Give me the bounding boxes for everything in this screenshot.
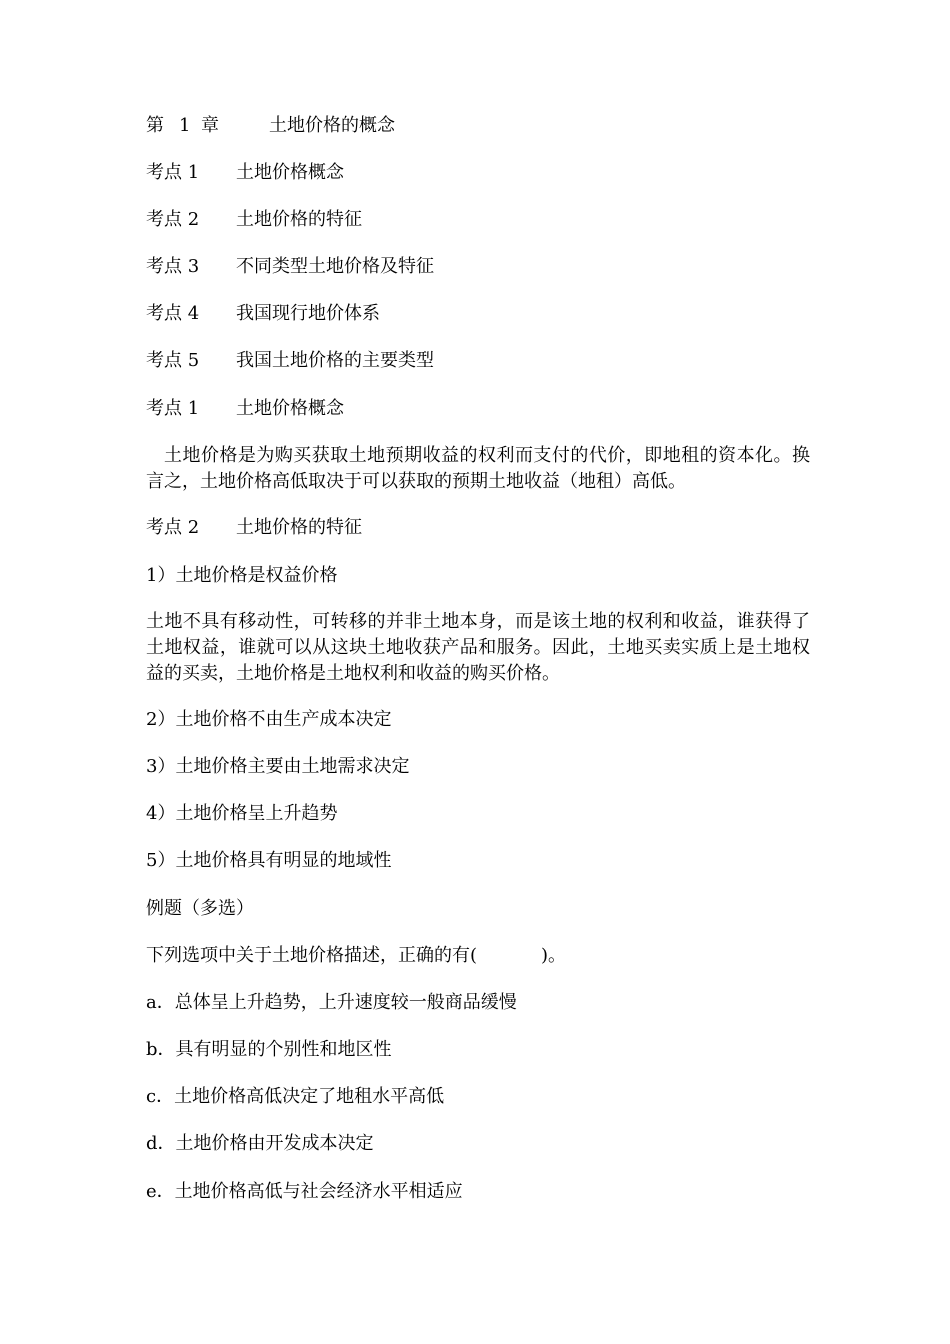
section-label: 考点 1 — [146, 398, 200, 419]
toc-title: 土地价格概念 — [236, 162, 344, 183]
toc-label: 考点 5 — [146, 350, 200, 371]
question-text: 下列选项中关于土地价格描述，正确的有( — [146, 945, 478, 966]
chapter-prefix: 第 — [146, 115, 164, 136]
feature-item: 2）土地价格不由生产成本决定 — [146, 709, 392, 730]
feature-item: 4）土地价格呈上升趋势 — [146, 803, 338, 824]
toc-item — [146, 350, 434, 372]
feature-item: 3）土地价格主要由土地需求决定 — [146, 756, 410, 777]
question-end: )。 — [541, 945, 567, 966]
option-item: a．总体呈上升趋势，上升速度较一般商品缓慢 — [146, 992, 517, 1013]
section-heading — [146, 398, 344, 420]
section-title: 土地价格概念 — [236, 398, 344, 419]
toc-title: 我国现行地价体系 — [236, 303, 380, 324]
feature-body: 土地不具有移动性，可转移的并非土地本身，而是该土地的权利和收益，谁获得了土地权益，谁就可以从这块土地收获产品和服务。因此，土地买卖实质上是土地权益的买卖，土地价格是土地权利和收益的购买价格。 — [146, 611, 810, 684]
section-heading — [146, 517, 362, 539]
toc-item — [146, 256, 434, 278]
chapter-title: 土地价格的概念 — [269, 115, 395, 136]
example-heading: 例题（多选） — [146, 898, 254, 919]
option-item: c．土地价格高低决定了地租水平高低 — [146, 1086, 445, 1107]
toc-label: 考点 2 — [146, 209, 200, 230]
toc-title: 我国土地价格的主要类型 — [236, 350, 434, 371]
toc-label: 考点 3 — [146, 256, 200, 277]
option-item: e．土地价格高低与社会经济水平相适应 — [146, 1181, 463, 1202]
toc-title: 土地价格的特征 — [236, 209, 362, 230]
section-label: 考点 2 — [146, 517, 200, 538]
feature-item: 1）土地价格是权益价格 — [146, 565, 338, 586]
toc-item — [146, 209, 362, 231]
toc-item — [146, 303, 380, 325]
chapter-suffix: 章 — [201, 115, 219, 136]
section-body: 土地价格是为购买获取土地预期收益的权利而支付的代价，即地租的资本化。换言之，土地价格高低取决于可以获取的预期土地收益（地租）高低。 — [146, 445, 810, 492]
toc-item — [146, 162, 344, 184]
option-item: d．土地价格由开发成本决定 — [146, 1133, 374, 1154]
example-question — [146, 945, 566, 967]
toc-title: 不同类型土地价格及特征 — [236, 256, 434, 277]
toc-label: 考点 4 — [146, 303, 200, 324]
option-item: b．具有明显的个别性和地区性 — [146, 1039, 392, 1060]
feature-item: 5）土地价格具有明显的地域性 — [146, 850, 392, 871]
chapter-number: 1 — [179, 115, 191, 136]
section-title: 土地价格的特征 — [236, 517, 362, 538]
toc-label: 考点 1 — [146, 162, 200, 183]
chapter-heading — [146, 115, 395, 137]
